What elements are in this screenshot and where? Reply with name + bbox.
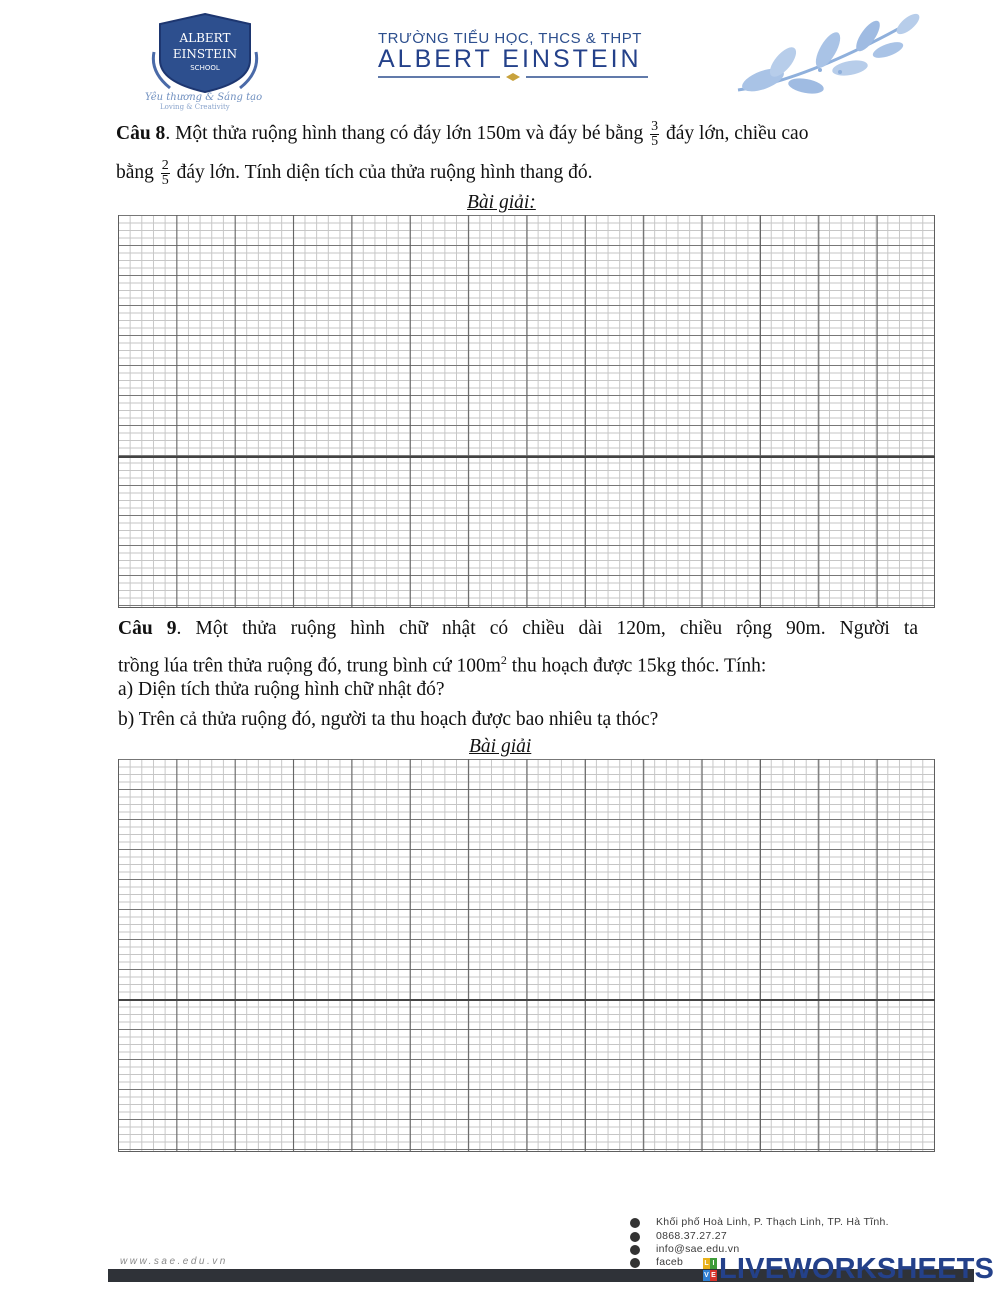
footer-phone: 0868.37.27.27: [656, 1230, 728, 1242]
liveworksheets-watermark: LIVEWORKSHEETS: [719, 1253, 995, 1285]
crest-line-1: ALBERT: [179, 31, 231, 45]
q8-text-2: đáy lớn, chiều cao: [666, 122, 809, 144]
lw-letter-l: L: [704, 1260, 709, 1267]
q8-text-1: . Một thửa ruộng hình thang có đáy lớn 150m và đáy bé bằng: [165, 122, 644, 144]
q9-answer-grid[interactable]: [118, 759, 935, 1152]
q9-part-b: b) Trên cả thửa ruộng đó, người ta thu hoạch được bao nhiêu tạ thóc?: [118, 709, 659, 730]
q9-superscript: 2: [500, 653, 507, 667]
leaf-branch-decoration: [728, 10, 928, 102]
facebook-icon: [630, 1258, 640, 1268]
footer-website: www.sae.edu.vn: [120, 1256, 228, 1267]
q8-line-1: [116, 120, 926, 149]
q9-grid-divider: [118, 999, 935, 1001]
school-name: ALBERT EINSTEIN: [378, 45, 642, 73]
q9-label: Câu 9: [118, 618, 177, 639]
footer-facebook: faceb: [656, 1256, 684, 1268]
footer-address: Khối phố Hoà Linh, P. Thạch Linh, TP. Hà Tĩnh.: [656, 1216, 889, 1228]
footer-email: info@sae.edu.vn: [656, 1243, 740, 1255]
school-crest-logo: [150, 12, 260, 94]
location-pin-icon: [630, 1218, 640, 1228]
lw-letter-v: V: [704, 1272, 709, 1279]
q9-line-1: [118, 617, 918, 641]
q8-text-4: đáy lớn. Tính diện tích của thửa ruộng hình thang đó.: [176, 161, 593, 183]
school-name-divider: [378, 73, 648, 81]
q8-text-3: bằng: [116, 161, 154, 183]
liveworksheets-logo-icon: [703, 1258, 717, 1282]
q8-label: Câu 8: [116, 122, 166, 144]
q9-text-2b: thu hoạch được 15kg thóc. Tính:: [506, 655, 767, 677]
q8-fraction-1: [650, 120, 659, 149]
school-type-line: TRƯỜNG TIỂU HỌC, THCS & THPT: [378, 30, 642, 47]
q8-fraction-1-den: 5: [651, 134, 659, 149]
q8-fraction-2: [161, 159, 170, 188]
q8-fraction-2-den: 5: [161, 173, 169, 188]
phone-icon: [630, 1232, 640, 1242]
q9-text-2a: trồng lúa trên thửa ruộng đó, trung bình cứ 100m: [118, 655, 501, 677]
email-icon: [630, 1245, 640, 1255]
q8-fraction-1-num: 3: [651, 119, 659, 134]
q8-line-2: [116, 159, 593, 188]
q9-solution-heading: Bài giải: [469, 736, 532, 757]
crest-line-3: SCHOOL: [190, 64, 220, 72]
q9-text-1: . Một thửa ruộng hình chữ nhật có chiều dài 120m, chiều rộng 90m. Người ta: [176, 618, 918, 639]
q8-solution-heading: Bài giải:: [467, 192, 536, 213]
lw-letter-e: E: [711, 1272, 716, 1279]
q8-answer-grid[interactable]: [118, 215, 935, 608]
school-motto: Yêu thương & Sáng tạo: [145, 92, 263, 103]
crest-line-2: EINSTEIN: [172, 47, 238, 61]
q8-fraction-2-num: 2: [161, 158, 169, 173]
lw-letter-i: I: [710, 1258, 717, 1269]
q8-grid-divider: [118, 456, 935, 458]
q9-part-a: a) Diện tích thửa ruộng hình chữ nhật đó?: [118, 679, 445, 700]
school-motto-sub: Loving & Creativity: [160, 103, 230, 111]
q9-line-2: [118, 648, 766, 679]
